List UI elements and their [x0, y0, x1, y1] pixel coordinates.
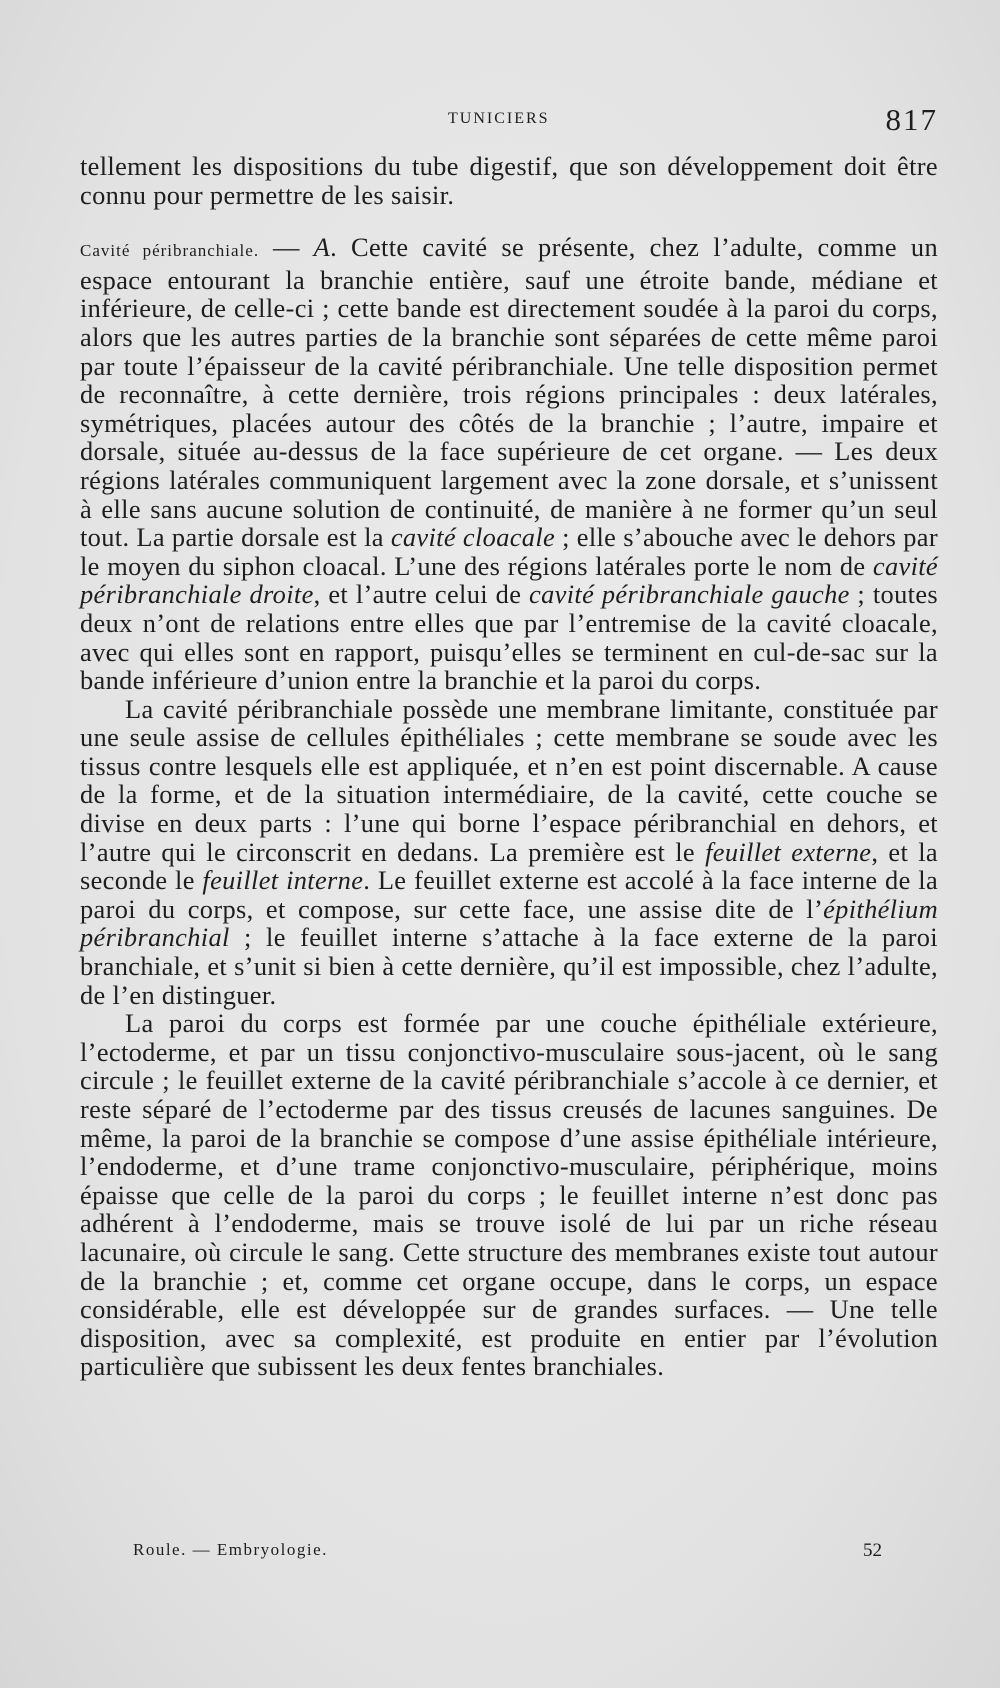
- running-title: TUNICIERS: [448, 110, 550, 127]
- page-footer: [0, 1540, 1000, 1570]
- text-run: , et l’autre celui de: [313, 579, 530, 610]
- italic-term: feuillet interne: [202, 865, 364, 896]
- body-text: [80, 152, 938, 1381]
- page-number: 817: [885, 102, 938, 137]
- italic-term: cavité péribranchiale gauche: [529, 579, 850, 610]
- sheet-number: 52: [863, 1540, 882, 1561]
- paragraph-paroi: La paroi du corps est formée par une couche épithéliale extérieure, l’ectoderme, et par un tissu conjonctivo-musculaire sous-jacent, où le sang circule ; le feuillet externe de la cavité péribranchiale s’accole à ce dernier, et reste séparé de l’ectoderme par des tissus creusés de lacunes sanguines. De même, la paroi de la branchie se compose d’une assise épithéliale intérieure, l’endoderme, et d’une trame conjonctivo-musculaire, périphérique, moins épaisse que celle de la paroi du corps ; le feuillet interne n’est donc pas adhérent à l’endoderme, mais se trouve isolé de lui par un riche réseau lacunaire, où circule le sang. Cette structure des membranes existe tout autour de la branchie ; et, comme cet organe occupe, dans le corps, un espace considérable, elle est développée sur de grandes surfaces. — Une telle disposition, avec sa complexité, est produite en entier par l’évolution particulière que subissent les deux fentes branchiales.: [80, 1008, 938, 1382]
- italic-term: cavité péribranchiale droite: [80, 550, 938, 610]
- section-heading: Cavité péribranchiale.: [80, 241, 260, 261]
- paragraph-membrane: [80, 695, 938, 1010]
- text-run: ; elle s’abouche avec le dehors par le moyen du siphon cloacal. L’une des régions latérales porte le nom de: [80, 522, 938, 581]
- italic-term: épithélium péribranchial: [80, 893, 938, 953]
- text-run: ; toutes deux n’ont de relations entre elles que par l’entremise de la cavité cloacale, avec qui elles sont en rapport, puisqu’elles se terminent en cul-de-sac sur la bande inférieure d’union entre la branchie et la paroi du corps.: [80, 579, 938, 696]
- italic-term: cavité cloacale: [390, 522, 556, 553]
- paragraph-continuation: tellement les dispositions du tube digestif, que son développement doit être connu pour permettre de les saisir.: [80, 151, 938, 210]
- text-run: . Cette cavité se présente, chez l’adulte, comme un espace entourant la branchie entière, sauf une étroite bande, médiane et inférieure, de celle-ci ; cette bande est directement soudée à la paroi du corps, alors que les autres parties de la branchie sont séparées de cette même paroi par toute l’épaisseur de la cavité péribranchiale. Une telle disposition permet de reconnaître, à cette dernière, trois régions principales : deux latérales, symétriques, placées autour des côtés de la branchie ; l’autre, impaire et dorsale, située au-dessus de la face supérieure de cet organe. — Les deux régions latérales communiquent largement avec la zone dorsale, et s’unissent à elle sans aucune solution de continuité, de manière à ne former qu’un seul tout. La partie dorsale est la: [80, 232, 938, 553]
- heading-dash: —: [259, 232, 314, 263]
- text-run: . Le feuillet externe est accolé à la face interne de la paroi du corps, et compose, sur cette face, une assise dite de l’: [80, 865, 939, 924]
- text-run: , et la seconde le: [80, 836, 938, 896]
- text-run: ; le feuillet interne s’attache à la face externe de la paroi branchiale, et s’unit si bien à cette dernière, qu’il est impossible, chez l’adulte, de l’en distinguer.: [80, 922, 938, 1010]
- footer-signature: Roule. — Embryologie.: [133, 1540, 328, 1559]
- italic-term: feuillet externe: [705, 836, 872, 867]
- text-run: La cavité péribranchiale possède une membrane limitante, constituée par une seule assise de cellules épithéliales ; cette membrane se soude avec les tissus contre lesquels elle est appliquée, et n’en est point discernable. A cause de la forme, et de la situation intermédiaire, de la cavité, cette couche se divise en deux parts : l’une qui borne l’espace péribranchial en dehors, et l’autre qui le circonscrit en dedans. La première est le: [80, 693, 938, 867]
- running-head: [0, 102, 1000, 138]
- paragraph-cavite-peribranchiale: [80, 233, 938, 695]
- section-marker: A: [313, 232, 331, 263]
